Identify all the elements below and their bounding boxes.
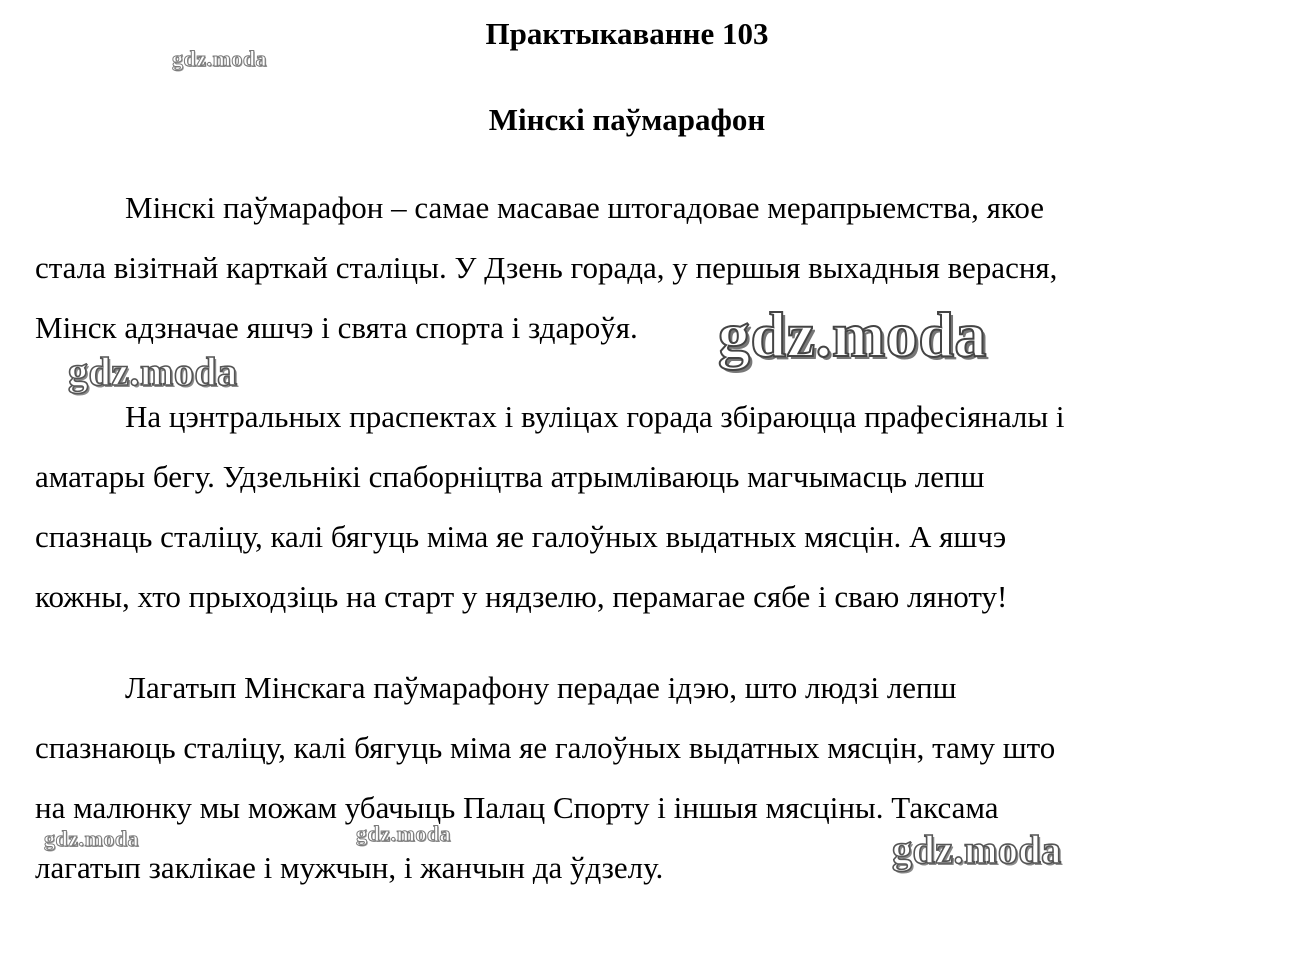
watermark: gdz.moda xyxy=(718,299,987,370)
paragraph-line: стала візітнай карткай сталіцы. У Дзень горада, у першыя выхадныя верасня, xyxy=(35,250,1058,285)
document-title: Мінскі паўмарафон xyxy=(488,102,766,137)
watermark: gdz.moda xyxy=(44,826,140,851)
paragraph-line: лагатып заклікае і мужчын, і жанчын да ўдзелу. xyxy=(35,850,664,885)
watermark: gdz.moda xyxy=(892,827,1062,872)
paragraph-line: спазнаюць сталіцу, калі бягуць міма яе галоўных выдатных мясцін, таму што xyxy=(35,730,1056,765)
watermark: gdz.moda xyxy=(68,349,238,394)
exercise-title: Практыкаванне 103 xyxy=(485,16,769,51)
paragraph-line: На цэнтральных праспектах і вуліцах горада збіраюцца прафесіяналы і xyxy=(125,399,1065,434)
paragraph-line: спазнаць сталіцу, калі бягуць міма яе галоўных выдатных мясцін. А яшчэ xyxy=(35,519,1007,554)
paragraph-1 xyxy=(35,178,1215,358)
paragraph-line: Мінскі паўмарафон – самае масавае штогадовае мерапрыемства, якое xyxy=(125,190,1044,225)
paragraph-2 xyxy=(35,387,1215,627)
paragraph-line: Лагатып Мінскага паўмарафону перадае ідэю, што людзі лепш xyxy=(125,670,957,705)
watermark: gdz.moda xyxy=(172,46,268,71)
watermark: gdz.moda xyxy=(356,821,452,846)
paragraph-line: Мінск адзначае яшчэ і свята спорта і здароўя. xyxy=(35,310,638,345)
paragraph-line: аматары бегу. Удзельнікі спаборніцтва атрымліваюць магчымасць лепш xyxy=(35,459,985,494)
paragraph-line: на малюнку мы можам убачыць Палац Спорту і іншыя мясціны. Таксама xyxy=(35,790,999,825)
paragraph-line: кожны, хто прыходзіць на старт у нядзелю, перамагае сябе і сваю ляноту! xyxy=(35,579,1008,614)
